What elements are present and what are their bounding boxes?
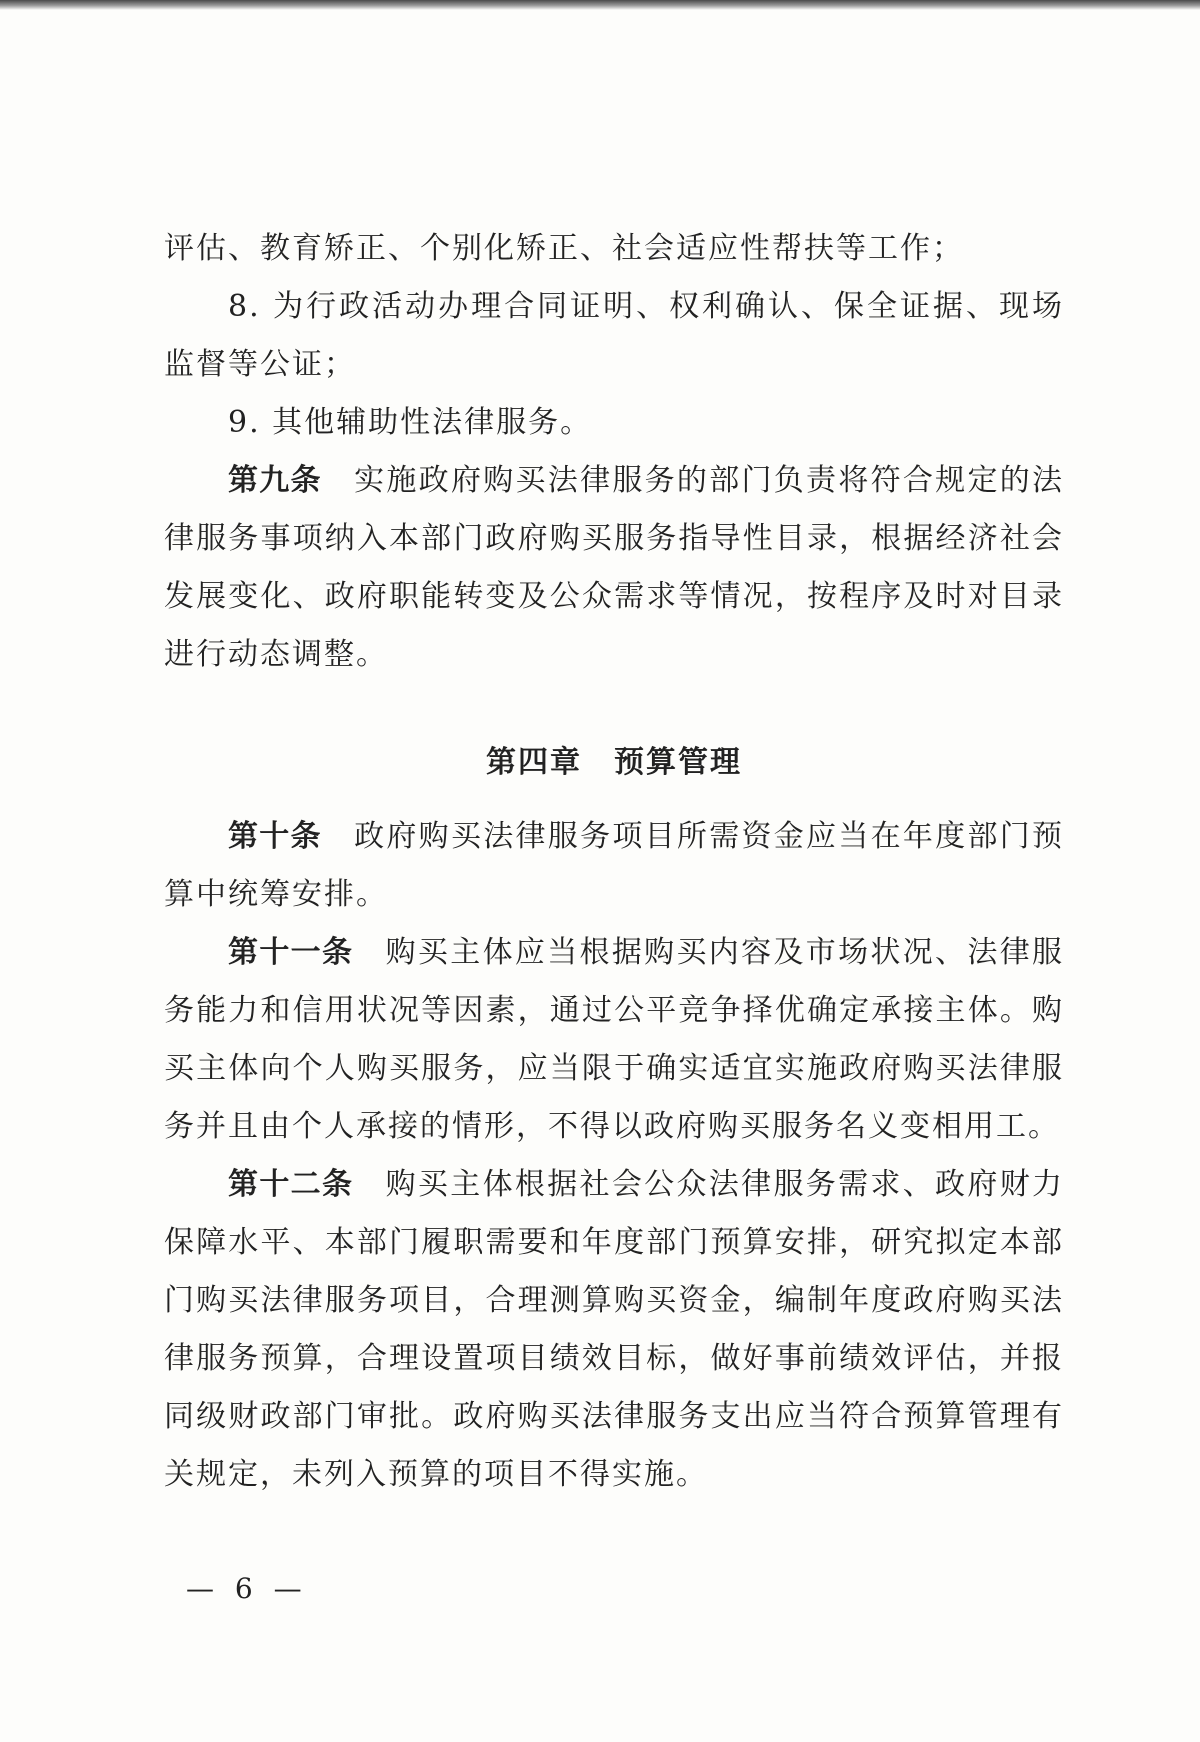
- paragraph-line: 务并且由个人承接的情形，不得以政府购买服务名义变相用工。: [164, 1109, 1060, 1144]
- paragraph-line: 8. 为行政活动办理合同证明、权利确认、保全证据、现场: [228, 289, 1064, 324]
- paragraph-line: 发展变化、政府职能转变及公众需求等情况，按程序及时对目录: [164, 579, 1064, 614]
- paragraph-line: 算中统筹安排。: [164, 877, 388, 912]
- paragraph-line: 购买主体根据社会公众法律服务需求、政府财力: [385, 1167, 1065, 1202]
- article-heading: 第九条: [228, 463, 322, 498]
- article-heading: 第十二条: [228, 1167, 354, 1202]
- paragraph-line: 购买主体应当根据购买内容及市场状况、法律服: [385, 935, 1065, 970]
- paragraph-line: 保障水平、本部门履职需要和年度部门预算安排，研究拟定本部: [164, 1225, 1064, 1260]
- paragraph-line: 评估、教育矫正、个别化矫正、社会适应性帮扶等工作；: [164, 231, 964, 266]
- paragraph-line: 务能力和信用状况等因素，通过公平竞争择优确定承接主体。购: [164, 993, 1064, 1028]
- page-number: — 6 —: [186, 1572, 308, 1605]
- article-11-first-line: [164, 924, 1064, 982]
- paragraph-line: 律服务事项纳入本部门政府购买服务指导性目录，根据经济社会: [164, 521, 1064, 556]
- scan-edge: [0, 0, 1200, 10]
- paragraph-line: 同级财政部门审批。政府购买法律服务支出应当符合预算管理有: [164, 1399, 1064, 1434]
- paragraph-line: 进行动态调整。: [164, 637, 388, 672]
- paragraph-line: 政府购买法律服务项目所需资金应当在年度部门预: [354, 819, 1065, 854]
- paragraph-line: 关规定，未列入预算的项目不得实施。: [164, 1457, 708, 1492]
- paragraph-line: 买主体向个人购买服务，应当限于确实适宜实施政府购买法律服: [164, 1051, 1064, 1086]
- paragraph-line: 实施政府购买法律服务的部门负责将符合规定的法: [354, 463, 1065, 498]
- article-12-first-line: [164, 1156, 1064, 1214]
- article-10-first-line: [164, 808, 1064, 866]
- article-heading: 第十条: [228, 819, 322, 854]
- paragraph-line: 9. 其他辅助性法律服务。: [228, 405, 593, 440]
- paragraph-line: 律服务预算，合理设置项目绩效目标，做好事前绩效评估，并报: [164, 1341, 1064, 1376]
- paragraph-line: 门购买法律服务项目，合理测算购买资金，编制年度政府购买法: [164, 1283, 1064, 1318]
- chapter-title: 第四章 预算管理: [486, 745, 742, 780]
- document-body: [164, 220, 1064, 1504]
- paragraph-line: 监督等公证；: [164, 347, 356, 382]
- article-9-first-line: [164, 452, 1064, 510]
- article-heading: 第十一条: [228, 935, 354, 970]
